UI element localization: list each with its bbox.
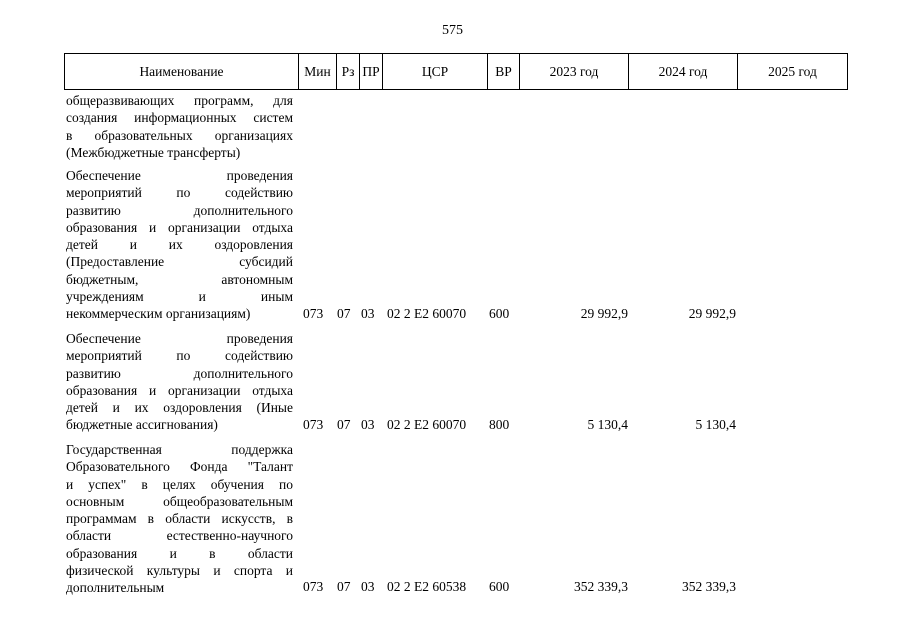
description-line: основным общеобразовательным — [66, 493, 293, 509]
row-description — [66, 441, 293, 597]
cell-rz: 07 — [337, 417, 351, 432]
description-line: (Межбюджетные трансферты) — [66, 144, 241, 160]
description-line: (Предоставление субсидий — [66, 254, 293, 270]
cell-rz: 07 — [337, 579, 351, 594]
description-line: дополнительным — [66, 580, 165, 596]
cell-min: 073 — [303, 579, 324, 594]
page-number: 575 — [442, 23, 463, 38]
description-line: и успех" в целях обучения по — [66, 476, 293, 492]
cell-pr: 03 — [361, 306, 375, 321]
header-2023: 2023 год — [520, 54, 629, 89]
description-line: учреждениям и иным — [66, 289, 293, 305]
description-line: бюджетные ассигнования) — [66, 417, 218, 433]
description-line: мероприятий по содействию — [66, 348, 293, 364]
header-2025: 2025 год — [768, 64, 817, 79]
description-line: Образовательного Фонда "Талант — [66, 459, 293, 475]
description-line: области естественно-научного — [66, 528, 293, 544]
cell-2023: 352 339,3 — [574, 579, 628, 594]
description-line: программам в области искусств, в — [66, 511, 293, 527]
description-line: образования и в области — [66, 545, 293, 561]
description-line: Обеспечение проведения — [66, 168, 293, 183]
header-min: Мин — [299, 54, 337, 89]
description-line: мероприятий по содействию — [66, 185, 293, 201]
description-line: развитию дополнительного — [66, 202, 293, 218]
description-line: некоммерческим организациям) — [66, 306, 251, 322]
description-line: в образовательных организациях — [66, 127, 293, 143]
cell-vr: 600 — [489, 579, 510, 594]
header-vr: ВР — [488, 54, 520, 89]
cell-csr: 02 2 E2 60070 — [387, 417, 467, 432]
description-line: бюджетным, автономным — [66, 271, 293, 287]
cell-csr: 02 2 E2 60070 — [387, 306, 467, 321]
description-line: детей и их оздоровления (Иные — [66, 400, 293, 416]
table-row-values — [0, 306, 905, 324]
row-description — [66, 92, 293, 161]
table-header — [64, 53, 848, 90]
cell-2023: 29 992,9 — [580, 306, 628, 321]
table-row-values — [0, 417, 905, 435]
cell-pr: 03 — [361, 417, 375, 432]
header-name: Наименование — [65, 54, 299, 89]
description-line: физической культуры и спорта и — [66, 563, 293, 579]
cell-rz: 07 — [337, 306, 351, 321]
cell-csr: 02 2 E2 60538 — [387, 579, 467, 594]
description-line: создания информационных систем — [66, 110, 293, 126]
header-pr: ПР — [360, 54, 383, 89]
cell-vr: 600 — [489, 306, 510, 321]
cell-2024: 29 992,9 — [688, 306, 736, 321]
table-row-values — [0, 579, 905, 597]
description-line: Обеспечение проведения — [66, 331, 293, 346]
description-line: развитию дополнительного — [66, 365, 293, 381]
description-line: общеразвивающих программ, для — [66, 93, 293, 108]
cell-pr: 03 — [361, 579, 375, 594]
cell-min: 073 — [303, 306, 324, 321]
cell-min: 073 — [303, 417, 324, 432]
description-line: образования и организации отдыха — [66, 219, 293, 235]
cell-2024: 5 130,4 — [695, 417, 736, 432]
header-csr: ЦСР — [383, 54, 488, 89]
cell-2024: 352 339,3 — [682, 579, 736, 594]
header-rz: Рз — [337, 54, 360, 89]
description-line: Государственная поддержка — [66, 442, 293, 457]
cell-2023: 5 130,4 — [587, 417, 628, 432]
cell-vr: 800 — [489, 417, 510, 432]
description-line: образования и организации отдыха — [66, 382, 293, 398]
description-line: детей и их оздоровления — [66, 237, 293, 253]
row-description — [66, 167, 293, 323]
header-2024: 2024 год — [629, 54, 738, 89]
